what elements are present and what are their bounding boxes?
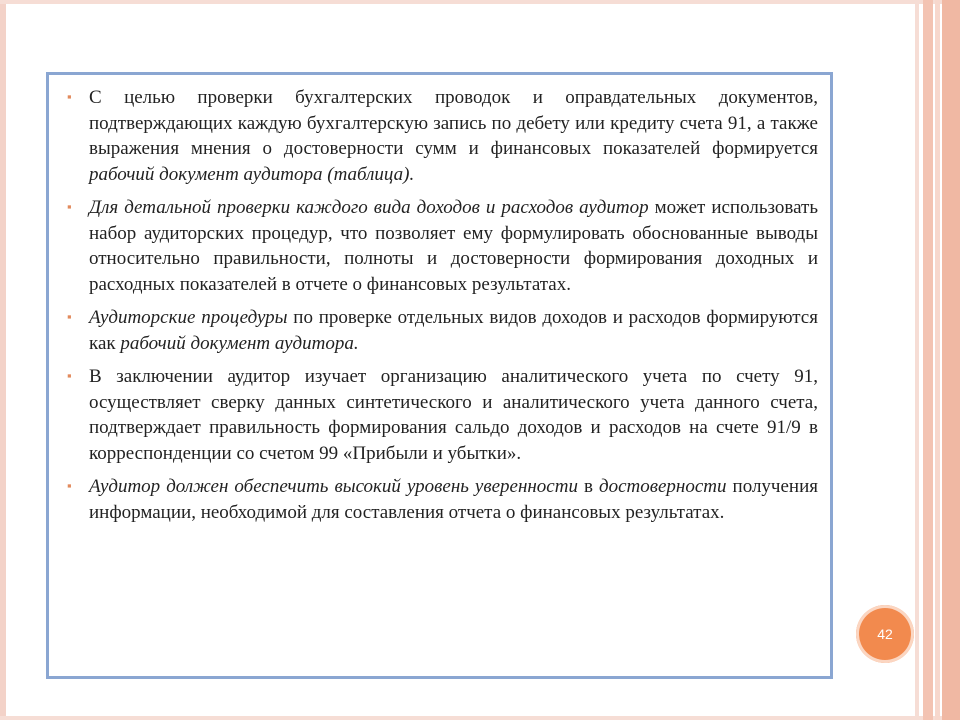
bullet-text: может использовать набор аудиторских процедур, что позволяет ему формулировать обоснованные выводы относительно правильности, полноты и достоверности формирования доходных и расходных показателей в отчете о финансовых результатах. [89, 197, 819, 295]
bottom-border-stripe [0, 716, 960, 720]
right-stripe-4 [942, 0, 960, 720]
bullet-item [65, 364, 818, 466]
bullet-text-italic: рабочий документ аудитора. [120, 332, 359, 354]
bullet-text: по проверке отдельных видов доходов и расходов формируются как [89, 307, 818, 354]
right-stripe-2 [923, 0, 933, 720]
left-border-stripe [0, 0, 6, 720]
bullet-marker-icon: ▪ [67, 368, 72, 383]
bullet-text: В заключении аудитор изучает организацию аналитического учета по счету 91, осуществляет сверку данных синтетического и аналитического учета данного счета, подтверждает правильность формирования сальдо доходов и расходов на счете 91/9 в корреспонденции со счетом 99 «Прибыли и убытки». [89, 366, 818, 464]
bullet-marker-icon: ▪ [67, 199, 72, 214]
right-stripe-3 [935, 0, 940, 720]
bullet-text: получения информации, необходимой для составления отчета о финансовых результатах. [89, 476, 818, 523]
content-text-box [46, 72, 833, 679]
bullet-item [65, 474, 818, 525]
bullet-text-italic: Аудиторские процедуры [89, 307, 288, 328]
bullet-text-italic: рабочий документ аудитора (таблица). [89, 163, 415, 185]
bullet-item [65, 85, 818, 187]
page-number: 42 [877, 626, 893, 642]
bullet-list [65, 85, 818, 525]
bullet-marker-icon: ▪ [67, 89, 72, 104]
right-stripe-1 [915, 0, 919, 720]
top-border-stripe [0, 0, 960, 4]
bullet-text-italic: Аудитор должен обеспечить высокий уровень уверенности [89, 476, 578, 497]
bullet-marker-icon: ▪ [67, 478, 72, 493]
bullet-text: в [577, 476, 599, 497]
bullet-item [65, 305, 818, 356]
bullet-text-italic: достоверности [598, 476, 727, 497]
bullet-text: С целью проверки бухгалтерских проводок и оправдательных документов, подтверждающих каждую бухгалтерскую запись по дебету или кредиту счета 91, а также выражения мнения о достоверности сумм и финансовых показателей формируется [89, 87, 818, 159]
bullet-marker-icon: ▪ [67, 309, 72, 324]
bullet-item [65, 195, 818, 297]
right-decorative-stripes [915, 0, 960, 720]
bullet-text-italic: Для детальной проверки каждого вида доходов и расходов аудитор [89, 197, 649, 218]
page-number-badge [856, 605, 914, 663]
